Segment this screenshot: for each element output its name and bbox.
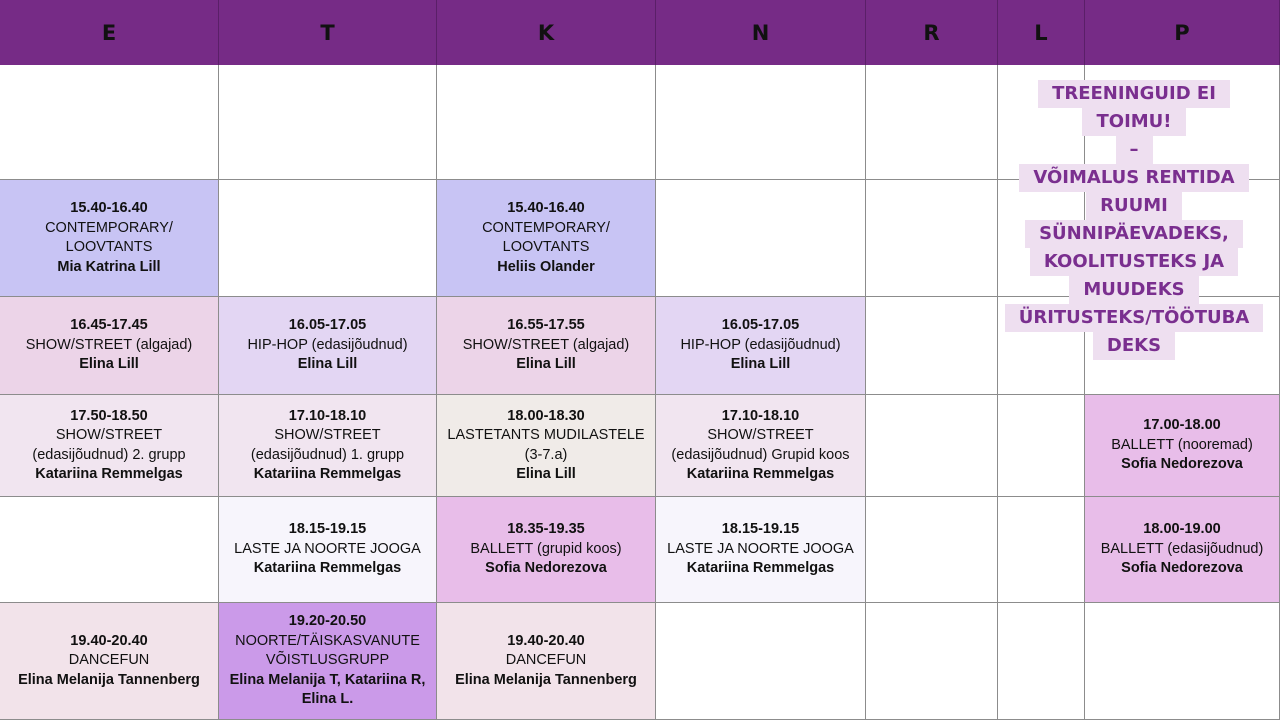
class-title: SHOW/STREET (algajad): [25, 336, 193, 353]
class-time: 19.20-20.50: [288, 613, 367, 630]
class-cell-show-street-advanced-e: [0, 395, 219, 497]
notice-line: KOOLITUSTEKS JA: [1030, 248, 1238, 276]
class-title: BALLETT (nooremad): [1111, 436, 1253, 453]
day-header-l: L: [998, 0, 1085, 65]
class-title: SHOW/STREET (algajad): [462, 336, 630, 353]
class-cell-ballett-k: [437, 497, 656, 603]
class-time: 18.00-18.30: [507, 407, 585, 424]
class-cell-show-street-advanced-n: [656, 395, 866, 497]
class-title: LASTE JA NOORTE JOOGA: [667, 540, 854, 557]
schedule-cell-empty: [998, 497, 1085, 603]
schedule-cell-empty: [656, 180, 866, 297]
class-teacher: Katariina Remmelgas: [253, 560, 402, 577]
class-title: NOORTE/TÄISKASVANUTE: [235, 632, 420, 649]
notice-line: MUUDEKS: [1069, 276, 1198, 304]
class-time: 16.45-17.45: [70, 317, 148, 334]
class-time: 18.00-19.00: [1143, 521, 1221, 538]
class-title: HIP-HOP (edasijõudnud): [680, 336, 841, 353]
class-title: SHOW/STREET: [274, 427, 381, 443]
class-cell-jooga-t: [219, 497, 437, 603]
class-time: 18.35-19.35: [507, 521, 585, 538]
class-title: LOOVTANTS: [502, 239, 590, 255]
schedule-cell-empty: [656, 65, 866, 180]
class-time: 16.05-17.05: [288, 317, 367, 334]
class-teacher: Elina Lill: [516, 466, 576, 482]
class-teacher: Elina Lill: [516, 356, 576, 373]
class-cell-show-street-k: [437, 297, 656, 395]
class-teacher: Elina L.: [301, 691, 354, 708]
class-time: 15.40-16.40: [70, 200, 148, 216]
class-cell-ballett-advanced-p: [1085, 497, 1280, 603]
class-cell-contemporary-k: [437, 180, 656, 297]
class-time: 17.10-18.10: [721, 407, 800, 424]
class-title: SHOW/STREET: [707, 427, 814, 443]
class-teacher: Heliis Olander: [497, 258, 595, 275]
class-title: LOOVTANTS: [65, 239, 153, 255]
notice-line: –: [1116, 136, 1153, 164]
class-cell-hip-hop-t: [219, 297, 437, 395]
class-cell-ballett-p: [1085, 395, 1280, 497]
class-title: BALLETT (edasijõudnud): [1100, 540, 1264, 557]
schedule-cell-empty: [866, 65, 998, 180]
class-title: (edasijõudnud) 2. grupp: [32, 446, 186, 463]
class-cell-lastetants-k: [437, 395, 656, 497]
class-title: DANCEFUN: [68, 652, 150, 669]
class-teacher: Sofia Nedorezova: [485, 560, 607, 577]
day-header-r: R: [866, 0, 998, 65]
schedule-cell-empty: [866, 297, 998, 395]
class-time: 15.40-16.40: [507, 200, 585, 216]
class-cell-hip-hop-n: [656, 297, 866, 395]
class-teacher: Katariina Remmelgas: [253, 466, 402, 482]
class-teacher: Katariina Remmelgas: [686, 466, 835, 482]
class-teacher: Sofia Nedorezova: [1121, 560, 1243, 577]
class-time: 17.50-18.50: [70, 407, 148, 424]
class-title: (edasijõudnud) 1. grupp: [250, 446, 405, 463]
day-header-n: N: [656, 0, 866, 65]
class-time: 19.40-20.40: [70, 632, 148, 649]
class-title: VÕISTLUSGRUPP: [265, 652, 390, 669]
class-teacher: Elina Lill: [730, 356, 791, 373]
class-time: 16.55-17.55: [507, 317, 585, 334]
schedule-cell-empty: [1085, 603, 1280, 720]
day-header-e: E: [0, 0, 219, 65]
class-teacher: Katariina Remmelgas: [686, 560, 835, 577]
schedule-cell-empty: [219, 65, 437, 180]
class-title: LASTETANTS MUDILASTELE: [447, 427, 645, 443]
no-training-notice: [1004, 80, 1264, 360]
day-header-p: P: [1085, 0, 1280, 65]
class-teacher: Sofia Nedorezova: [1121, 456, 1243, 473]
schedule-cell-empty: [0, 65, 219, 180]
class-title: BALLETT (grupid koos): [470, 540, 622, 557]
notice-line: TOIMU!: [1082, 108, 1185, 136]
class-cell-competition-group-t: [219, 603, 437, 720]
schedule-cell-empty: [866, 603, 998, 720]
class-time: 16.05-17.05: [721, 317, 800, 334]
schedule-cell-empty: [866, 180, 998, 297]
class-title: HIP-HOP (edasijõudnud): [247, 336, 408, 353]
day-header-k: K: [437, 0, 656, 65]
class-cell-show-street-e: [0, 297, 219, 395]
class-time: 17.00-18.00: [1143, 417, 1221, 434]
day-header-t: T: [219, 0, 437, 65]
class-teacher: Mia Katrina Lill: [57, 258, 161, 275]
class-cell-contemporary-e: [0, 180, 219, 297]
class-title: (3-7.a): [524, 446, 568, 463]
schedule-cell-empty: [656, 603, 866, 720]
class-title: SHOW/STREET: [55, 427, 163, 443]
schedule-cell-empty: [219, 180, 437, 297]
schedule-cell-empty: [866, 497, 998, 603]
notice-line: DEKS: [1093, 332, 1175, 360]
class-teacher: Elina Lill: [79, 356, 139, 373]
class-time: 18.15-19.15: [721, 521, 800, 538]
class-title: CONTEMPORARY/: [45, 219, 173, 236]
notice-line: ÜRITUSTEKS/TÖÖTUBA: [1005, 304, 1264, 332]
class-title: LASTE JA NOORTE JOOGA: [234, 540, 421, 557]
schedule-cell-empty: [998, 395, 1085, 497]
class-title: DANCEFUN: [505, 652, 587, 669]
notice-line: RUUMI: [1086, 192, 1182, 220]
class-cell-dancefun-k: [437, 603, 656, 720]
class-teacher: Katariina Remmelgas: [35, 466, 183, 482]
class-title: (edasijõudnud) Grupid koos: [671, 446, 850, 463]
class-cell-dancefun-e: [0, 603, 219, 720]
class-teacher: Elina Melanija Tannenberg: [18, 671, 200, 688]
class-time: 18.15-19.15: [288, 521, 367, 538]
schedule-cell-empty: [0, 497, 219, 603]
class-cell-show-street-advanced-t: [219, 395, 437, 497]
schedule-cell-empty: [866, 395, 998, 497]
class-time: 19.40-20.40: [507, 632, 585, 649]
schedule-cell-empty: [437, 65, 656, 180]
class-teacher: Elina Melanija T, Katariina R,: [229, 671, 426, 688]
class-teacher: Elina Melanija Tannenberg: [455, 671, 637, 688]
class-time: 17.10-18.10: [288, 407, 367, 424]
notice-line: TREENINGUID EI: [1038, 80, 1230, 108]
class-title: CONTEMPORARY/: [482, 219, 610, 236]
notice-line: SÜNNIPÄEVADEKS,: [1025, 220, 1243, 248]
class-cell-jooga-n: [656, 497, 866, 603]
schedule-cell-empty: [998, 603, 1085, 720]
notice-line: VÕIMALUS RENTIDA: [1019, 164, 1248, 192]
class-teacher: Elina Lill: [297, 356, 358, 373]
